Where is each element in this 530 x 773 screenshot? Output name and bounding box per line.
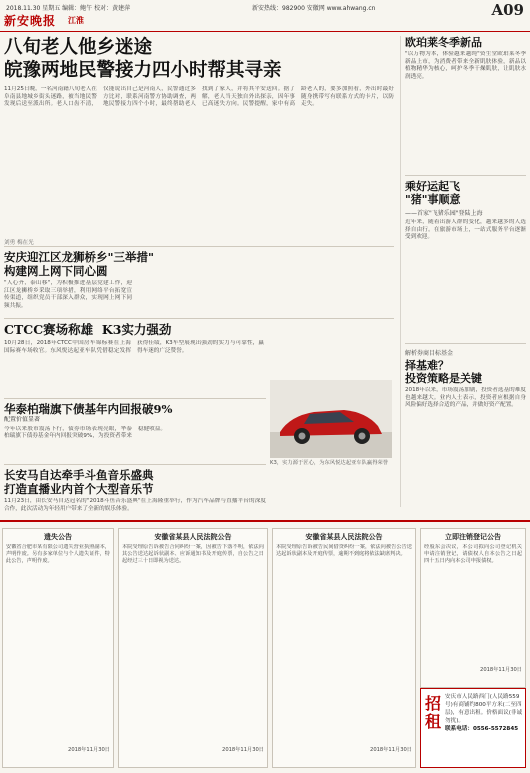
- notice-card: [2, 528, 114, 768]
- side-title-fliggy-1: 乘好运起飞: [405, 180, 460, 193]
- article-title: 安庆迎江区龙狮桥乡"三举措": [4, 250, 154, 264]
- lead-body: 11月25日晚，一名河南籍八旬老人在阜南县地城乡街头迷路，被当地民警发现后送至派出所。老人口齿不清，仅能说出自己是河南人，民警通过多方比对，联系河南警方协助调查，两地民警接力四个小时，最终帮助老人找到了家人，并将其平安送回。据了解，老人当天独自外出探亲，因年事已高迷失方向。民警提醒，家中有高龄老人的，要多加照看，外出时最好随身携带写有联系方式的卡片，以防走失。: [4, 86, 394, 108]
- notice-body: 本院受理原告诉被告合同纠纷一案，因被告下落不明，依法向其公告送达起诉状副本、应诉通知书及开庭传票，自公告之日起经过三十日即视为送达。: [122, 544, 264, 564]
- divider: [4, 318, 394, 319]
- article-body: "人心齐，泰山移"，为积极推进基层党建工作，迎江区龙狮桥乡采取三项举措，利用网络平台拓宽宣传渠道，组织党员干部深入群众，实现网上网下同频共振。: [4, 280, 132, 309]
- ad-phone: 联系电话：0556-5572845: [445, 726, 519, 732]
- notice-title: 立即注销登记公告: [445, 533, 501, 541]
- side-title-olay: 欧珀莱冬季新品: [405, 36, 482, 49]
- article-body: 11月23日，由长安马自达冠名的"2018斗鱼音乐盛典"在上海隆重举行，作为汽车品牌与直播平台的深度合作，此次活动为年轻用户带来了全新的娱乐体验。: [4, 498, 266, 512]
- lead-headline: [4, 36, 394, 82]
- article-title: 华泰柏瑞旗下债基年内回报破9%: [4, 402, 173, 416]
- website-line: 新安热线：982900 安徽网 www.ahwang.cn: [252, 5, 376, 12]
- side-body-olay: "以万物为本，体验越来越纯"资生堂欧珀莱冬季新品上市，为消费者带来全新肌肤体验，新品以植物精华为核心，呵护冬季干燥肌肤，让肌肤水润透亮。: [405, 51, 526, 80]
- notice-date: 2018年11月30日: [68, 747, 110, 753]
- article-subtitle: 配置价值显著: [4, 416, 41, 423]
- ad-body: 安庆市人民路西门(人民路559号)有商铺约800平方米(二至四层)，有意出租。价格面议(非诚勿扰)。: [445, 694, 523, 724]
- divider: [4, 398, 266, 399]
- newspaper-logo: 新安晚报: [4, 14, 57, 28]
- car-photo: [270, 380, 392, 458]
- divider: [4, 464, 266, 465]
- article-title: 构建网上网下同心圆: [4, 264, 108, 278]
- notice-body: 本院受理原告诉被告民间借贷纠纷一案，依法向被告公告送达起诉状副本及开庭传票，逾期不到庭将依法缺席判决。: [276, 544, 412, 557]
- article-title: 长安马自达牵手斗鱼音乐盛典: [4, 468, 154, 482]
- title-part-b: K3实力强劲: [101, 322, 172, 337]
- lead-title-line2: 皖豫两地民警接力四小时帮其寻亲: [4, 60, 282, 81]
- notice-body: 经股东会决议，本公司拟向公司登记机关申请注销登记，请债权人自本公告之日起四十五日内向本公司申报债权。: [424, 544, 522, 564]
- side-sub-fliggy: ——首家"飞猪乐园"登陆上海: [405, 210, 483, 217]
- notice-date: 2018年11月30日: [480, 667, 522, 673]
- notice-body: 安徽省合肥市某有限公司遗失营业执照副本，声明作废。另有多家单位与个人遗失证件，特此公告，声明作废。: [6, 544, 110, 564]
- side-title-fund-2: 投资策略是关键: [405, 372, 482, 385]
- notice-title: 安徽省某县人民法院公告: [305, 533, 383, 541]
- notice-card: [118, 528, 268, 768]
- ad-text: [445, 693, 525, 733]
- notice-date: 2018年11月30日: [370, 747, 412, 753]
- title-part-a: CTCC赛场称雄: [4, 322, 94, 337]
- side-sub-fund: 解析券商目标基金: [405, 350, 454, 357]
- notice-date: 2018年11月30日: [222, 747, 264, 753]
- rental-ad: [420, 688, 526, 768]
- notice-title: 遗失公告: [44, 533, 72, 541]
- notice-card: [272, 528, 416, 768]
- divider: [4, 246, 394, 247]
- article-body: 今年以来股市震荡下行，债券市场表现亮眼，华泰柏瑞旗下债券基金年内回报突破9%，为投资者带来稳健收益。: [4, 425, 166, 440]
- article-body: 10月28日，2018年CTCC中国房车锦标赛在上海国际赛车场收官。东风悦达起亚车队凭借稳定发挥获得佳绩，K3车型展现出强劲的实力与可靠性，赢得车迷的广泛赞誉。: [4, 340, 264, 354]
- side-body-fliggy: 近年来，随着出游人群的变化，越来越多的人选择自由行。在旅游市场上，一站式服务平台逐渐受到欢迎。: [405, 219, 526, 241]
- issue-info: 2018.11.30 星期五 编辑：鲍午 校对：黄建萍: [6, 5, 131, 12]
- divider: [405, 175, 526, 176]
- notice-card: [420, 528, 526, 688]
- article-title: [4, 322, 264, 337]
- article-title: 打造直播业内首个大型音乐节: [4, 482, 154, 496]
- car-photo-caption: K3，实力源于匠心，为东风悦达起亚车队赢得荣誉: [270, 460, 389, 466]
- article-changan: [4, 468, 266, 518]
- notice-title: 安徽省某县人民法院公告: [154, 533, 232, 541]
- lead-title-line1: 八旬老人他乡迷途: [4, 37, 153, 58]
- page-number: A09: [491, 1, 524, 19]
- side-body-fund: 2018年以来，市场震荡加剧，投资者选基的难度也越来越大。业内人士表示，投资者应根据自身风险偏好选择合适的产品，并做好资产配置。: [405, 387, 526, 409]
- sidebar-column: [400, 36, 526, 507]
- ad-badge: 招租: [424, 694, 441, 731]
- section-name: 江淮: [68, 16, 84, 25]
- lead-byline: 刘勇 梅在光: [4, 240, 34, 246]
- masthead: [0, 0, 530, 32]
- article-lujiang: [4, 250, 394, 314]
- divider: [405, 343, 526, 344]
- side-title-fliggy-2: "猪"事顺意: [405, 193, 461, 206]
- side-title-fund-1: 择基难？: [405, 359, 449, 372]
- article-huaxia: [4, 402, 266, 462]
- article-ctcc: [4, 322, 264, 378]
- car-illustration: [270, 380, 392, 458]
